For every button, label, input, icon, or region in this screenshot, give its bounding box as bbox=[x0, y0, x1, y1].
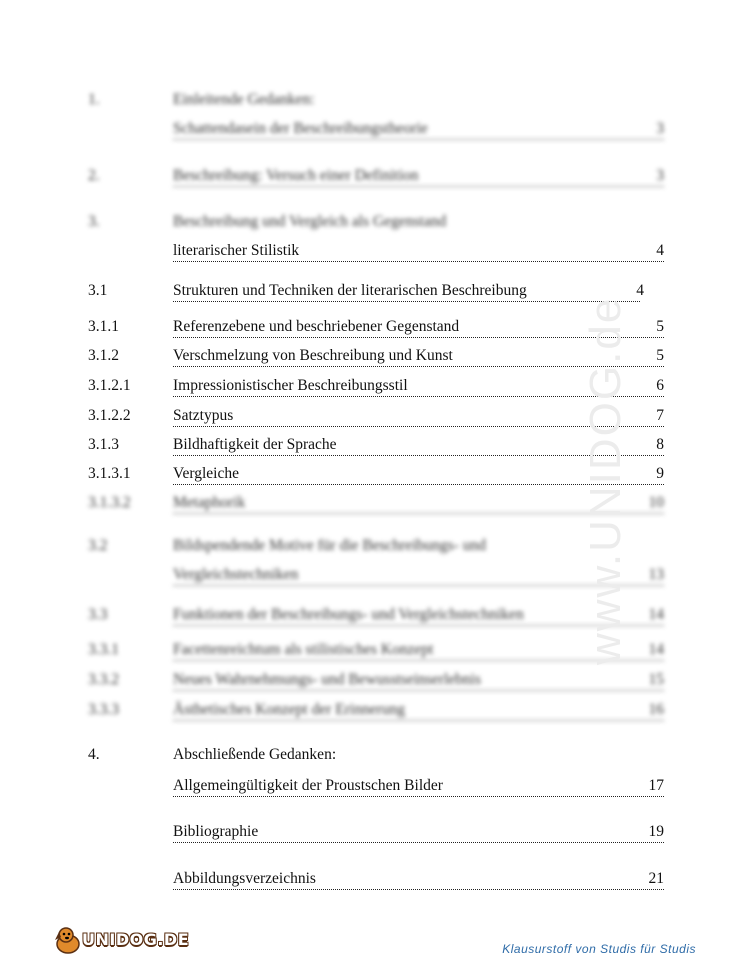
entry-page: 9 bbox=[656, 465, 664, 482]
entry-title: Beschreibung und Vergleich als Gegenstand bbox=[173, 213, 447, 230]
entry-page: 16 bbox=[648, 701, 664, 718]
toc-entry-3 bbox=[0, 209, 750, 235]
toc-entry-abbildungsverzeichnis bbox=[0, 866, 750, 892]
entry-title: Allgemeingültigkeit der Proustschen Bilder bbox=[173, 773, 664, 797]
entry-page: 3 bbox=[656, 167, 664, 184]
toc-entry-3-1-2 bbox=[0, 343, 750, 369]
entry-title: Schattendasein der Beschreibungstheorie bbox=[173, 116, 664, 140]
entry-title: Beschreibung: Versuch einer Definition bbox=[173, 163, 664, 187]
entry-page: 13 bbox=[648, 566, 664, 583]
toc-entry-3-1 bbox=[0, 278, 750, 304]
entry-page: 8 bbox=[656, 436, 664, 453]
footer-slogan: Klausurstoff von Studis für Studis bbox=[502, 942, 696, 956]
entry-page: 5 bbox=[656, 347, 664, 364]
entry-title: Funktionen der Beschreibungs- und Vergleichstechniken bbox=[173, 602, 664, 626]
entry-number: 3.1 bbox=[88, 282, 108, 299]
entry-title: Vergleiche bbox=[173, 461, 664, 485]
entry-page: 7 bbox=[656, 407, 664, 424]
toc-entry-3-1-3 bbox=[0, 432, 750, 458]
toc-entry-1-cont bbox=[0, 116, 750, 142]
entry-number: 3.1.3.2 bbox=[88, 494, 131, 511]
entry-number: 3.1.1 bbox=[88, 318, 119, 335]
entry-number: 3.1.2 bbox=[88, 347, 119, 364]
watermark-text: www.UNIDOG.de bbox=[581, 296, 630, 665]
toc-entry-3-1-3-2 bbox=[0, 490, 750, 516]
entry-title: Einleitende Gedanken: bbox=[173, 91, 315, 108]
entry-title: Bildhaftigkeit der Sprache bbox=[173, 432, 664, 456]
entry-page: 14 bbox=[648, 641, 664, 658]
entry-title: Impressionistischer Beschreibungsstil bbox=[173, 373, 664, 397]
logo-text: UNIDOG.DE bbox=[82, 930, 190, 949]
toc-entry-3-cont bbox=[0, 238, 750, 264]
entry-number: 2. bbox=[88, 167, 100, 184]
entry-page: 10 bbox=[648, 494, 664, 511]
entry-number: 1. bbox=[88, 91, 100, 108]
entry-number: 3.3.2 bbox=[88, 671, 119, 688]
toc-entry-3-1-2-2 bbox=[0, 403, 750, 429]
toc-entry-1 bbox=[0, 87, 750, 113]
entry-number: 3. bbox=[88, 213, 100, 230]
toc-entry-3-2 bbox=[0, 533, 750, 559]
toc-entry-3-1-2-1 bbox=[0, 373, 750, 399]
entry-title: Bibliographie bbox=[173, 819, 664, 843]
toc-entry-bibliographie bbox=[0, 819, 750, 845]
entry-title: Verschmelzung von Beschreibung und Kunst bbox=[173, 343, 664, 367]
entry-number: 3.3.1 bbox=[88, 641, 119, 658]
entry-number: 3.3.3 bbox=[88, 701, 119, 718]
entry-title: Neues Wahrnehmungs- und Bewusstseinserlebnis bbox=[173, 667, 664, 691]
entry-title: Referenzebene und beschriebener Gegenstand bbox=[173, 314, 664, 338]
entry-page: 21 bbox=[648, 870, 664, 887]
entry-page: 4 bbox=[636, 282, 644, 299]
entry-title: Satztypus bbox=[173, 403, 664, 427]
entry-title: Abbildungsverzeichnis bbox=[173, 866, 664, 890]
entry-number: 3.1.2.2 bbox=[88, 407, 131, 424]
entry-number: 4. bbox=[88, 746, 100, 763]
entry-number: 3.2 bbox=[88, 537, 108, 554]
entry-title: literarischer Stilistik bbox=[173, 238, 664, 262]
entry-page: 6 bbox=[656, 377, 664, 394]
toc-entry-3-3-1 bbox=[0, 637, 750, 663]
toc-entry-3-3-3 bbox=[0, 697, 750, 723]
entry-page: 17 bbox=[648, 777, 664, 794]
entry-number: 3.1.2.1 bbox=[88, 377, 131, 394]
entry-page: 5 bbox=[656, 318, 664, 335]
toc-entry-3-3-2 bbox=[0, 667, 750, 693]
entry-title: Metaphorik bbox=[173, 490, 664, 514]
entry-title: Vergleichstechniken bbox=[173, 562, 664, 586]
entry-page: 3 bbox=[656, 120, 664, 137]
entry-page: 19 bbox=[648, 823, 664, 840]
toc-entry-3-3 bbox=[0, 602, 750, 628]
entry-title: Facettenreichtum als stilistisches Konzept bbox=[173, 637, 664, 661]
entry-page: 14 bbox=[648, 606, 664, 623]
entry-title: Strukturen und Techniken der literarischen Beschreibung bbox=[173, 278, 640, 302]
toc-entry-2 bbox=[0, 163, 750, 189]
unidog-logo bbox=[52, 928, 190, 958]
entry-number: 3.1.3.1 bbox=[88, 465, 131, 482]
entry-title: Ästhetisches Konzept der Erinnerung bbox=[173, 697, 664, 721]
entry-title: Abschließende Gedanken: bbox=[173, 746, 337, 763]
toc-entry-4-cont bbox=[0, 773, 750, 799]
entry-number: 3.3 bbox=[88, 606, 108, 623]
toc-entry-4 bbox=[0, 742, 750, 768]
entry-title: Bildspendende Motive für die Beschreibungs- und bbox=[173, 537, 486, 554]
dog-mascot-icon bbox=[52, 924, 84, 956]
toc-entry-3-2-cont bbox=[0, 562, 750, 588]
toc-entry-3-1-3-1 bbox=[0, 461, 750, 487]
entry-page: 4 bbox=[656, 242, 664, 259]
toc-entry-3-1-1 bbox=[0, 314, 750, 340]
entry-page: 15 bbox=[648, 671, 664, 688]
entry-number: 3.1.3 bbox=[88, 436, 119, 453]
